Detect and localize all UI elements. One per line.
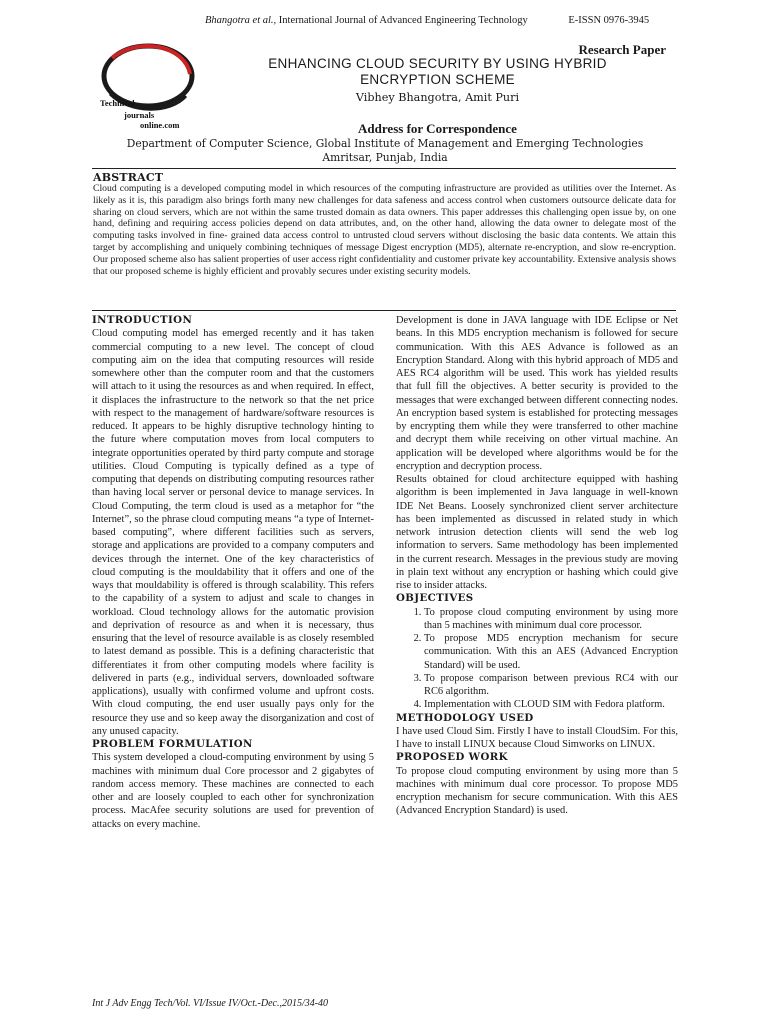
logo-line-1: Technical xyxy=(100,98,135,108)
affiliation xyxy=(95,137,675,165)
problem-heading: PROBLEM FORMULATION xyxy=(92,738,253,750)
objectives-list xyxy=(396,606,678,712)
right-column xyxy=(396,314,678,818)
objectives-heading: OBJECTIVES xyxy=(396,592,474,605)
paper-authors: Vibhey Bhangotra, Amit Puri xyxy=(355,91,520,104)
methodology-text: I have used Cloud Sim. Firstly I have to install CloudSim. For this, I have to install LINUX because Cloud Simworks on LINUX. xyxy=(396,725,678,750)
right-paragraph-2: Results obtained for cloud architecture equipped with hashing algorithm is been implemented in Java language in well-known IDE Net Beans. Loosely synchronized client server architecture has been implemented as discussed in related study in which network intrusion detection clients will send the web log information to servers. Same methodology has been implemented in the current research. Messages in the previous study are moving in plain text without any encryption or hashing which could give rise to insider attacks. xyxy=(396,474,678,591)
objective-item: 1. To propose cloud computing environment by using more than 5 machines with minimum dual core processor. xyxy=(424,606,678,633)
abstract-bottom-rule xyxy=(92,310,676,311)
journal-logo xyxy=(90,38,240,133)
introduction-text: Cloud computing model has emerged recently and it has taken commercial computing to a new level. The concept of cloud computing aim on the idea that computing resources will reside somewhere other than the computer room and that the customers will attach to it using the resources as and when required. In effect, it displaces the infrastructure to the network so that the net price with respect to the management of hardware/software resources is reduced. It appears to be highly disruptive technology hinting to the future where computation moves from local computers to integrate opportunities operated by third party compute and storage utilities. Cloud Computing is typically defined as a type of computing that depends on distributing computing resources rather than having local server or personal device to manage services. In Cloud Computing, the term cloud is used as a metaphor for “the Internet”, so the phrase cloud computing means “a type of Internet-based computing”, where different facilities such as servers, storage and applications are provided to a company computers and devices through the internet. One of the key characteristics of cloud computing is the mouldability that it offers and one of the ways that mouldability is offered is through scalability. This refers to the capability of a system to adjust and scale to changes in workload. Cloud technology allows for the automatic provision and deprivation of resource as and when it is necessary, thus ensuring that the level of resource available is as closely resembled to latest demand as possible. This is a defining characteristic that differentiates it from other computing models where facility is delivered in parts (e.g., individual servers, downloaded software applications), usually with confirmed volume and upfront costs. With cloud computing, the end user usually pays only for the resource they use and so keep away the disorganization and cost of any unused capacity. xyxy=(92,328,374,737)
header-authors: Bhangotra et al., xyxy=(205,15,277,26)
methodology-heading: METHODOLOGY USED xyxy=(396,711,534,724)
introduction-heading: INTRODUCTION xyxy=(92,314,193,326)
objective-item: 4. Implementation with CLOUD SIM with Fedora platform. xyxy=(424,698,678,711)
department: Department of Computer Science, Global Institute of Management and Emerging Technologies xyxy=(126,137,644,150)
logo-swirl-icon xyxy=(90,38,240,133)
logo-line-2: journals xyxy=(124,110,155,120)
header-issn: E-ISSN 0976-3945 xyxy=(568,15,650,26)
objective-item: 3. To propose comparison between previous RC4 with our RC6 algorithm. xyxy=(424,672,678,699)
abstract-heading: ABSTRACT xyxy=(93,171,164,184)
page-footer: Int J Adv Engg Tech/Vol. VI/Issue IV/Oct.-Dec.,2015/34-40 xyxy=(92,998,329,1009)
running-header xyxy=(205,15,649,26)
paper-title: ENHANCING CLOUD SECURITY BY USING HYBRID ENCRYPTION SCHEME xyxy=(268,56,607,87)
proposed-text: To propose cloud computing environment by using more than 5 machines with minimum dual core processor. To propose MD5 encryption mechanism for secure communication. With this AES (Advanced Encryption Standard) is used. xyxy=(396,765,678,817)
location: Amritsar, Punjab, India xyxy=(322,151,448,164)
paper-type: Research Paper xyxy=(578,42,666,57)
objective-item: 2. To propose MD5 encryption mechanism for secure communication. With this an AES (Advanced Encryption Standard) will be used. xyxy=(424,632,678,672)
header-journal: International Journal of Advanced Engineering Technology xyxy=(278,15,528,26)
logo-line-3: online.com xyxy=(140,120,180,130)
address-heading: Address for Correspondence xyxy=(358,121,517,136)
right-paragraph-1: Development is done in JAVA language with IDE Eclipse or Net beans. In this MD5 encryption mechanism is followed for secure communication. With this AES Advance is followed as an Encryption Standard. Along with this hybrid approach of MD5 and AES RC4 algorithm will be used. This work has yielded results that full fill the objectives. A better security is provided to the messages that were exchanged between different connecting nodes. An encryption based system is established for protecting messages by encrypting them while they were transferred to other machine and decrypt them while receiving on other virtual machine. An application will be developed where algorithms would be for the encryption and decryption process. xyxy=(396,315,678,472)
abstract-top-rule xyxy=(92,168,676,169)
left-column xyxy=(92,314,374,831)
proposed-heading: PROPOSED WORK xyxy=(396,751,508,764)
problem-text: This system developed a cloud-computing environment by using 5 machines with minimum dual Core processor and 2 gigabytes of random access memory. These machines are connected to each other and are loosely coupled to each other for synchronization process. MacAfee security solutions are used for prevention of attacks on every machine. xyxy=(92,752,374,830)
abstract-text: Cloud computing is a developed computing model in which resources of the computing infrastructure are provided as utilities over the Internet. As likely as it is, this paradigm also brings forth many new challenges for data safeness and access control when customers outsource delicate data for sharing on cloud servers, which are not within the same trusted domain as data owners. This paper addresses this challenging open issue by, on one hand, defining and requiring access policies depend on data attributes, and, on the other hand, allowing the data owner to delegate most of the computing tasks involved in fine- grained data access control to untrusted cloud servers without disclosing the basic data contents. We attain this target by accomplishing and uniquely combining techniques of message Digest encryption (MD5), alternate re-encryption, and slow re-encryption. Our proposed scheme also has salient properties of user access right confidentiality and customer private key accountability. Extensive analysis shows that our proposed scheme is highly efficient and provably secures under existing security models. xyxy=(93,183,676,277)
